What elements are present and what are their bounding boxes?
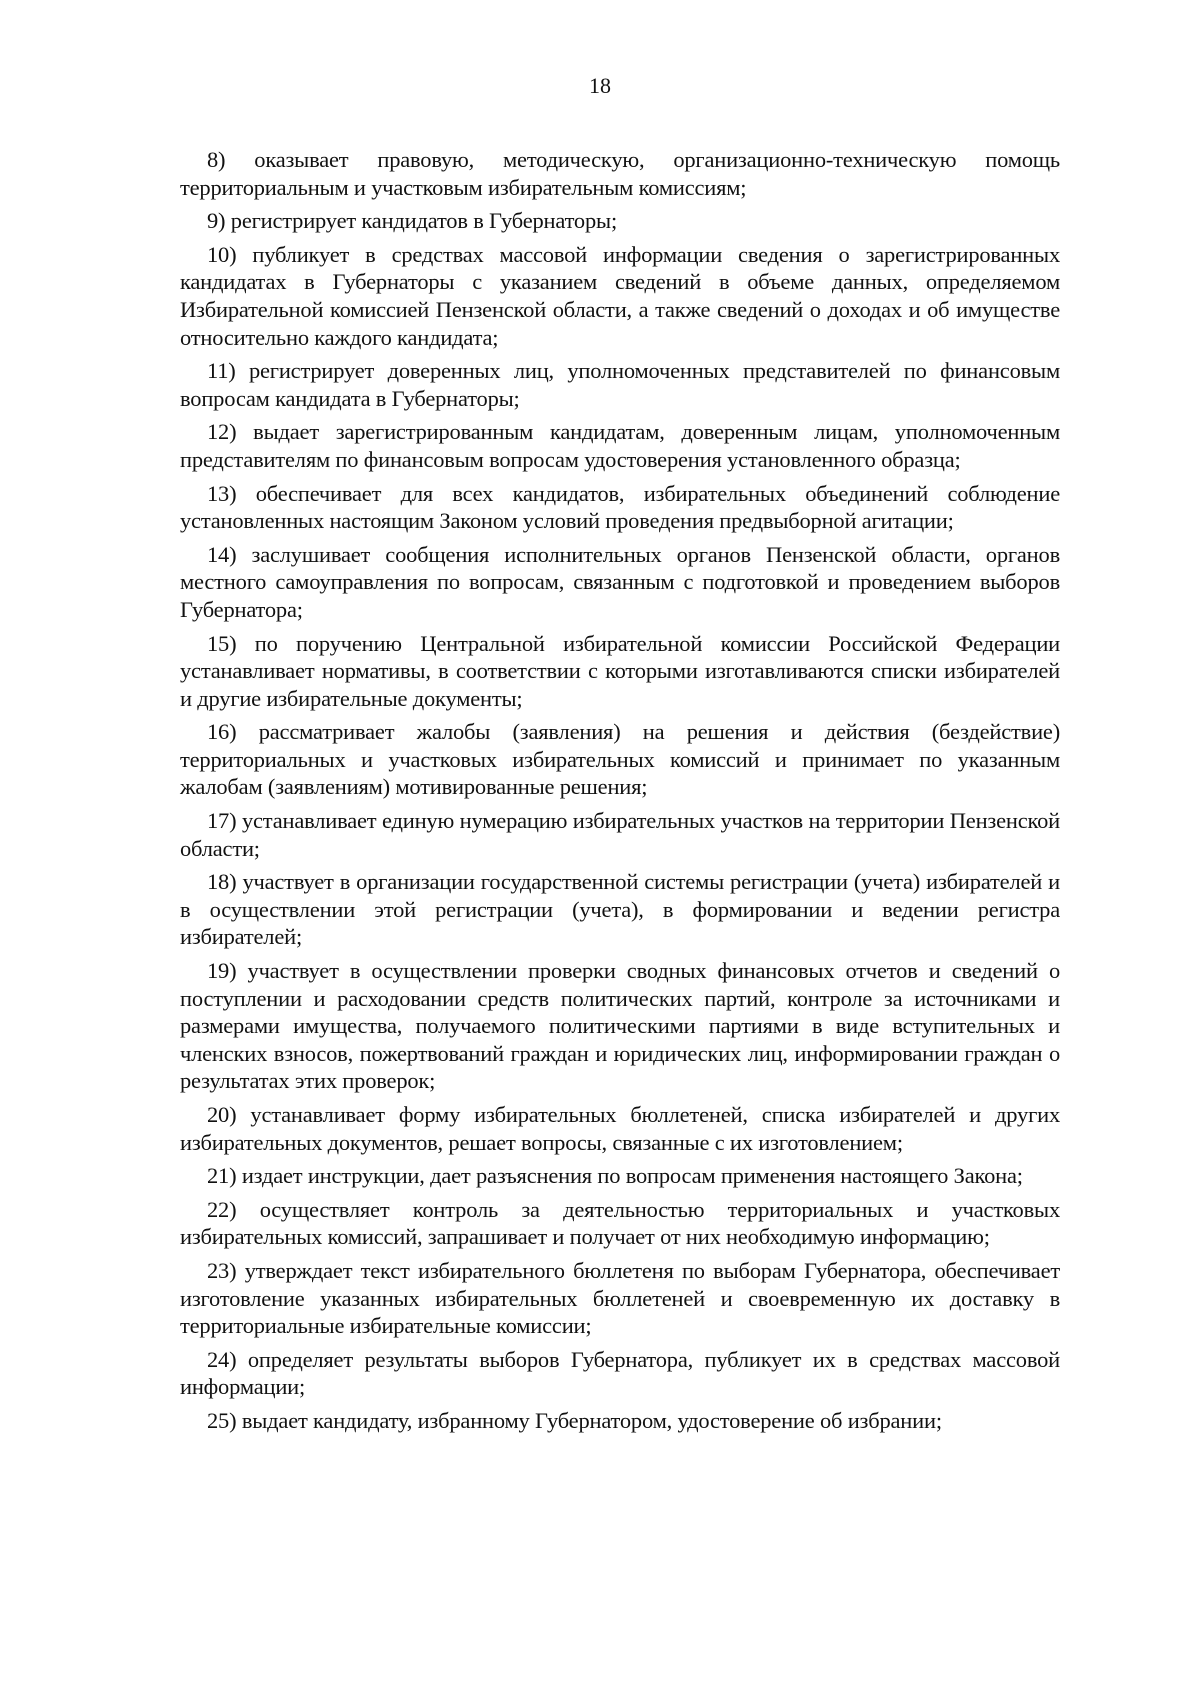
list-item: 15) по поручению Центральной избирательной комиссии Российской Федерации устанавливает нормативы, в соответствии с которыми изготавливаются списки избирателей и другие избирательные документы; [180, 630, 1060, 711]
list-item: 22) осуществляет контроль за деятельностью территориальных и участковых избирательных комиссий, запрашивает и получает от них необходимую информацию; [180, 1196, 1060, 1250]
list-item: 9) регистрирует кандидатов в Губернаторы; [207, 208, 617, 234]
list-item: 16) рассматривает жалобы (заявления) на решения и действия (бездействие) территориальных и участковых избирательных комиссий и принимает по указанным жалобам (заявлениям) мотивированные решения; [180, 719, 1060, 800]
list-item: 10) публикует в средствах массовой информации сведения о зарегистрированных кандидатах в Губернаторы с указанием сведений в объеме данных, определяемом Избирательной комиссией Пензенской области, а также сведений о доходах и об имуществе относительно каждого кандидата; [180, 241, 1060, 350]
list-item: 11) регистрирует доверенных лиц, уполномоченных представителей по финансовым вопросам кандидата в Губернаторы; [180, 358, 1060, 411]
list-item: 8) оказывает правовую, методическую, организационно-техническую помощь территориальным и участковым избирательным комиссиям; [180, 147, 1060, 200]
list-item: 25) выдает кандидату, избранному Губернатором, удостоверение об избрании; [207, 1407, 942, 1433]
list-item: 20) устанавливает форму избирательных бюллетеней, списка избирателей и других избирательных документов, решает вопросы, связанные с их изготовлением; [180, 1102, 1060, 1155]
list-item: 18) участвует в организации государственной системы регистрации (учета) избирателей и в осуществлении этой регистрации (учета), в формировании и ведении регистра избирателей; [180, 869, 1060, 950]
list-item: 24) определяет результаты выборов Губернатора, публикует их в средствах массовой информации; [180, 1346, 1060, 1400]
list-item: 23) утверждает текст избирательного бюллетеня по выборам Губернатора, обеспечивает изготовление указанных избирательных бюллетеней и своевременную их доставку в территориальные избирательные комиссии; [180, 1257, 1060, 1339]
list-item: 14) заслушивает сообщения исполнительных органов Пензенской области, органов местного самоуправления по вопросам, связанным с подготовкой и проведением выборов Губернатора; [180, 541, 1060, 622]
list-item: 17) устанавливает единую нумерацию избирательных участков на территории Пензенской области; [180, 808, 1060, 861]
list-item: 21) издает инструкции, дает разъяснения по вопросам применения настоящего Закона; [207, 1163, 1023, 1189]
document-body [180, 146, 1060, 1441]
list-item: 13) обеспечивает для всех кандидатов, избирательных объединений соблюдение установленных настоящим Законом условий проведения предвыборной агитации; [180, 480, 1060, 534]
page-number: 18 [589, 73, 611, 98]
list-item: 12) выдает зарегистрированным кандидатам, доверенным лицам, уполномоченным представителям по финансовым вопросам удостоверения установленного образца; [180, 419, 1060, 472]
list-item: 19) участвует в осуществлении проверки сводных финансовых отчетов и сведений о поступлении и расходовании средств политических партий, контроле за источниками и размерами имущества, получаемого политическими партиями в виде вступительных и членских взносов, пожертвований граждан и юридических лиц, информировании граждан о результатах этих проверок; [180, 958, 1060, 1094]
